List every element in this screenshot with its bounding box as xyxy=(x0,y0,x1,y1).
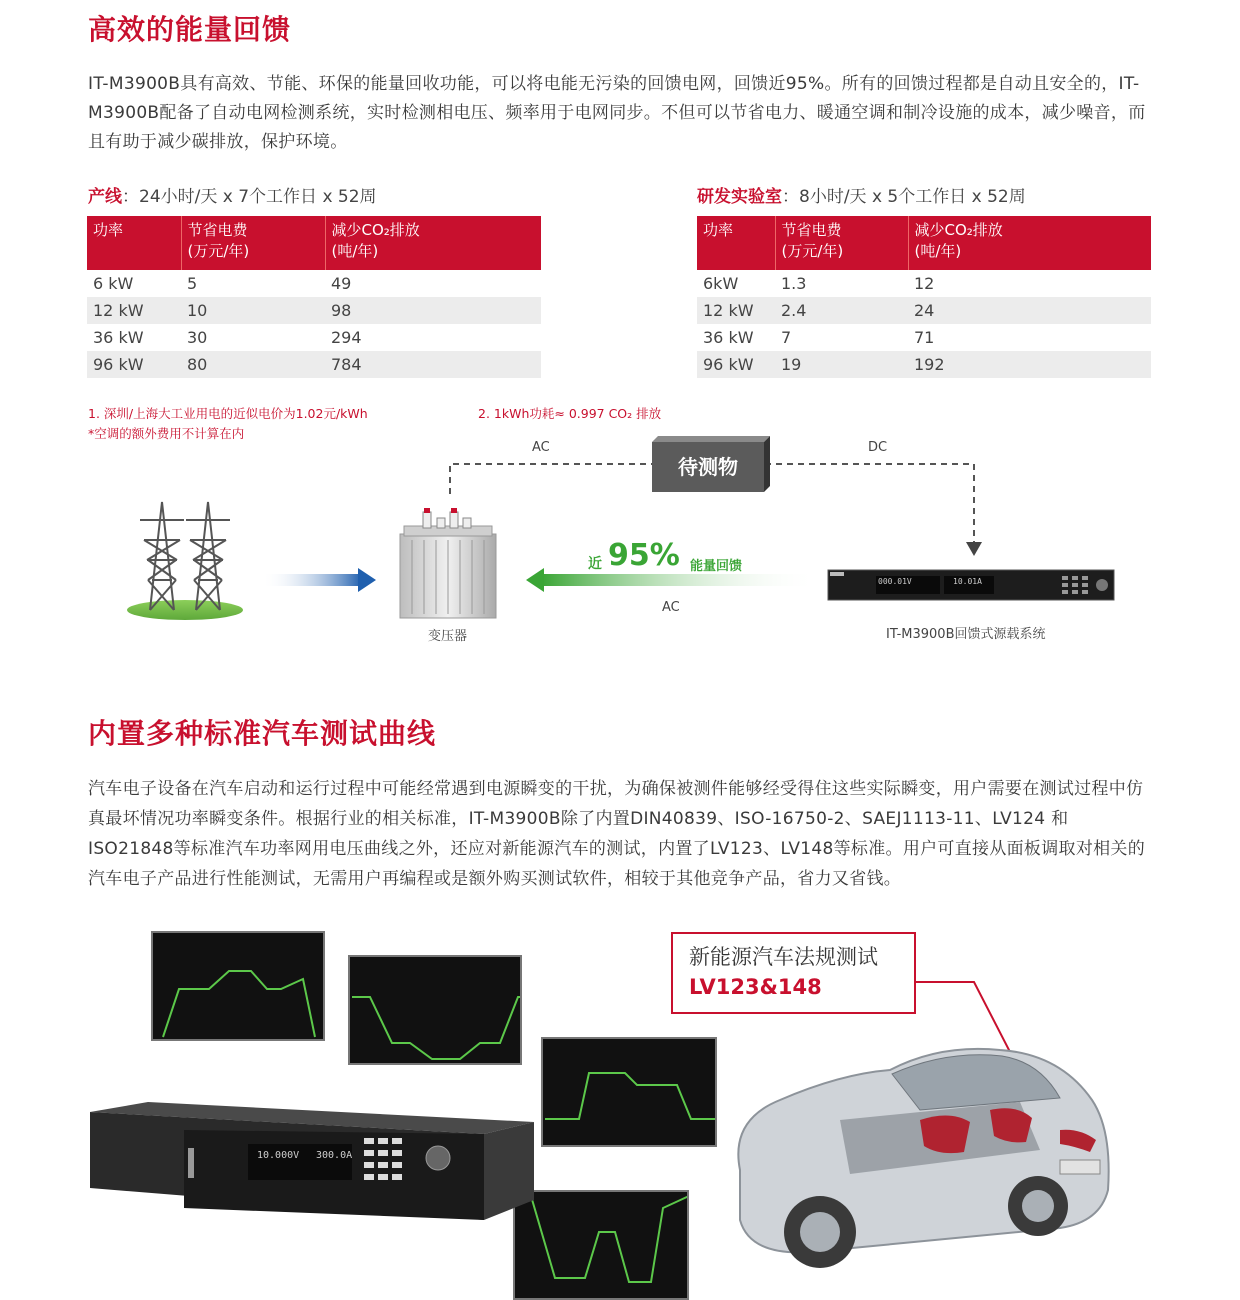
table-row: 12 kW 10 98 xyxy=(87,297,541,324)
transformer-icon xyxy=(400,508,496,618)
dc-top-label: DC xyxy=(868,440,888,455)
table-row: 6 kW 5 49 xyxy=(93,274,352,293)
note-1: 1. 深圳/上海大工业用电的近似电价为1.02元/kWh xyxy=(88,406,368,421)
callout-line1: 新能源汽车法规测试 xyxy=(689,945,878,969)
system-label: IT-M3900B回馈式源载系统 xyxy=(886,627,1046,642)
table-left-desc: ：24小时/天 x 7个工作日 x 52周 xyxy=(122,187,377,207)
device-current: 300.0A xyxy=(316,1150,353,1161)
dc-arrow-head xyxy=(966,542,982,556)
table-left-title xyxy=(88,182,377,207)
curve-scope-4 xyxy=(513,1190,689,1300)
table-left-header: 节省电费 (万元/年) xyxy=(181,216,325,270)
near-label: 近 xyxy=(588,556,602,572)
dut-label: 待测物 xyxy=(678,455,738,479)
table-row: 36 kW 7 71 xyxy=(703,328,935,347)
table-right-label: 研发实验室 xyxy=(697,187,782,207)
green-arrow-head xyxy=(526,568,544,592)
note-2: 2. 1kWh功耗≈ 0.997 CO₂ 排放 xyxy=(478,406,662,421)
percent-label: 95% xyxy=(608,538,680,573)
blue-arrow-shaft xyxy=(262,574,362,586)
callout-line2: LV123&148 xyxy=(689,975,822,999)
green-arrow-shaft xyxy=(542,574,818,586)
grass xyxy=(127,600,243,620)
device-voltage: 10.000V xyxy=(257,1150,300,1161)
section1-paragraph: IT-M3900B具有高效、节能、环保的能量回收功能，可以将电能无污染的回馈电网，回馈近95%。所有的回馈过程都是自动且安全的，IT-M3900B配备了自动电网检测系统，实时检测相电压、频率用于电网同步。不但可以节省电力、暖通空调和制冷设施的成本，减少噪音，而且有助于减少碳排放，保护环境。 xyxy=(88,74,1146,152)
feedback-label: 能量回馈 xyxy=(690,559,743,574)
curve-scope-2 xyxy=(348,955,522,1065)
table-right-header: 节省电费 (万元/年) xyxy=(775,216,908,270)
section1-title: 高效的能量回馈 xyxy=(88,13,292,46)
table-right xyxy=(697,216,1151,378)
ac-dashed-line xyxy=(450,464,652,494)
power-tower-icon xyxy=(140,502,230,610)
power-supply-device-icon xyxy=(88,1100,538,1225)
table-row: 12 kW 2.4 24 xyxy=(697,297,1151,324)
table-row: 96 kW 80 784 xyxy=(87,351,541,378)
panel-voltage: 000.01V xyxy=(878,577,912,586)
table-right-header: 功率 xyxy=(697,216,775,270)
section2-paragraph: 汽车电子设备在汽车启动和运行过程中可能经常遇到电源瞬变的干扰，为确保被测件能够经受得住这些实际瞬变，用户需要在测试过程中仿真最坏情况功率瞬变条件。根据行业的相关标准，IT-M3900B除了内置DIN40839、ISO-16750-2、SAEJ1113-11、LV124 和ISO21848等标准汽车功率网用电压曲线之外，还应对新能源汽车的测试，内置了LV123、LV148等标准。用户可直接从面板调取对相关的汽车电子产品进行性能测试，无需用户再编程或是额外购买测试软件，相较于其他竞争产品，省力又省钱。 xyxy=(88,779,1146,889)
table-left-header: 功率 xyxy=(87,216,181,270)
table-row: 96 kW 19 192 xyxy=(697,351,1151,378)
blue-arrow-head xyxy=(358,568,376,592)
dc-dashed-line xyxy=(765,464,974,542)
curve-scope-1 xyxy=(151,931,325,1041)
table-left-label: 产线 xyxy=(88,187,122,207)
ac-bottom-label: AC xyxy=(662,600,680,615)
table-row: 6kW 1.3 12 xyxy=(703,274,935,293)
note-1b: *空调的额外费用不计算在内 xyxy=(88,426,245,441)
table-left-header: 减少CO₂排放 (吨/年) xyxy=(325,216,541,270)
transformer-label: 变压器 xyxy=(428,629,468,644)
panel-current: 10.01A xyxy=(953,577,982,586)
table-right-desc: ：8小时/天 x 5个工作日 x 52周 xyxy=(782,187,1026,207)
car-illustration xyxy=(720,970,1120,1290)
table-row: 36 kW 30 294 xyxy=(93,328,362,347)
table-right-header: 减少CO₂排放 (吨/年) xyxy=(908,216,1151,270)
table-left xyxy=(87,216,541,378)
table-right-title xyxy=(697,182,1026,207)
section2-title: 内置多种标准汽车测试曲线 xyxy=(88,717,437,750)
curve-scope-3 xyxy=(541,1037,717,1147)
ac-top-label: AC xyxy=(532,440,550,455)
